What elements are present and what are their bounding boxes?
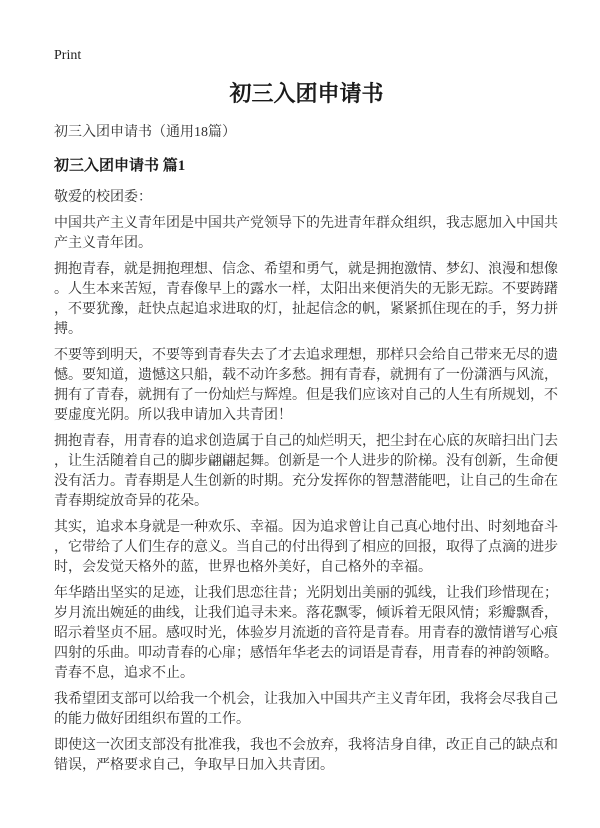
print-button[interactable]: Print	[54, 48, 82, 63]
paragraph-3: 不要等到明天，不要等到青春失去了才去追求理想，那样只会给自己带来无尽的遗憾。要知道，遗憾这只船，载不动许多愁。拥有青春，就拥有了一份潇洒与风流，拥有了青春，就拥有了一份灿烂与辉煌。但是我们应该对自己的人生有所规划，不要虚度光阴。所以我申请加入共青团！	[54, 348, 558, 423]
paragraph-8: 即使这一次团支部没有批准我，我也不会放弃，我将洁身自律，改正自己的缺点和错误，严格要求自己，争取早日加入共青团。	[54, 738, 558, 773]
paragraph-5: 其实，追求本身就是一种欢乐、幸福。因为追求曾让自己真心地付出、时刻地奋斗，它带给了人们生存的意义。当自己的付出得到了相应的回报，取得了点滴的进步时，会发觉天格外的蓝，世界也格外美好，自己格外的幸福。	[54, 520, 558, 575]
article-subtitle: 初三入团申请书（通用18篇）	[54, 125, 236, 140]
paragraph-4: 拥抱青春，用青春的追求创造属于自己的灿烂明天，把尘封在心底的灰暗扫出门去，让生活随着自己的脚步翩翩起舞。创新是一个人进步的阶梯。没有创新，生命便没有活力。青春期是人生创新的时期。充分发挥你的智慧潜能吧，让自己的生命在青春期绽放奇异的花朵。	[54, 434, 558, 509]
paragraph-7: 我希望团支部可以给我一个机会，让我加入中国共产主义青年团，我将会尽我自己的能力做好团组织布置的工作。	[54, 692, 558, 727]
paragraph-2: 拥抱青春，就是拥抱理想、信念、希望和勇气，就是拥抱激情、梦幻、浪漫和想像。人生本来苦短，青春像早上的露水一样，太阳出来便消失的无影无踪。不要踌躇，不要犹豫，赶快点起追求进取的灯，扯起信念的帆，紧紧抓住现在的手，努力拼搏。	[54, 262, 558, 337]
salutation-line: 敬爱的校团委：	[54, 190, 152, 205]
paragraph-6: 年华踏出坚实的足迹，让我们思恋往昔；光阴划出美丽的弧线，让我们珍惜现在；岁月流出婉延的曲线，让我们追寻未来。落花飘零，倾诉着无限风情；彩瓣飘香，昭示着坚贞不屈。感叹时光，体验岁月流逝的音符是青春。用青春的激情谱写心痕四射的乐曲。叩动青春的心扉；感悟年华老去的词语是青春，用青春的神韵领略。青春不息，追求不止。	[54, 586, 558, 681]
section-heading: 初三入团申请书 篇1	[54, 158, 186, 174]
page-title: 初三入团申请书	[229, 81, 384, 106]
paragraph-1: 中国共产主义青年团是中国共产党领导下的先进青年群众组织，我志愿加入中国共产主义青年团。	[54, 216, 558, 251]
